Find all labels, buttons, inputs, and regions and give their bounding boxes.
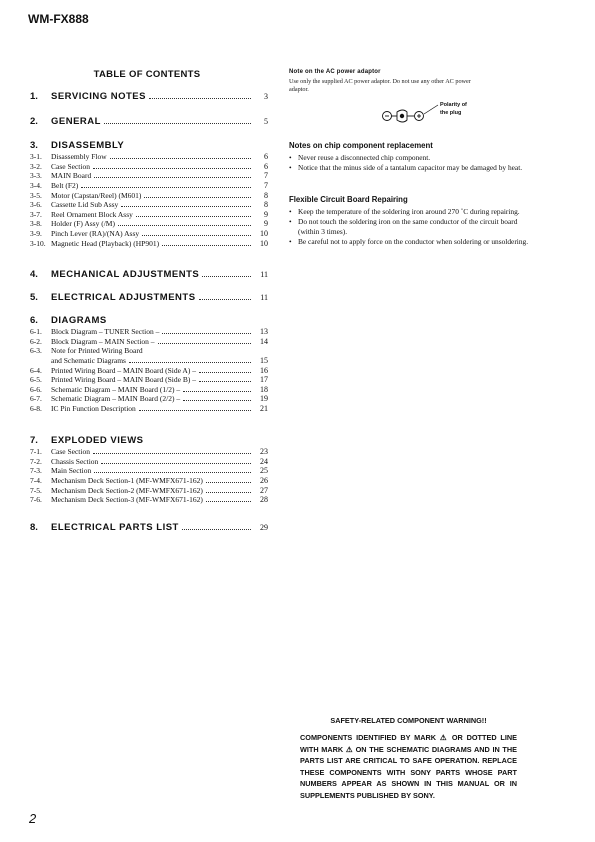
toc-item-number: 7-6. xyxy=(30,495,42,505)
toc-item[interactable] xyxy=(30,229,268,239)
toc-item-title: Pinch Lever (RA)/(NA) Assy xyxy=(51,229,140,239)
flex-notes xyxy=(289,195,529,247)
toc-section-title: ELECTRICAL PARTS LIST xyxy=(51,522,179,533)
dot-leader xyxy=(144,196,251,198)
toc-item-number: 7-2. xyxy=(30,456,42,466)
chip-note-item: • Notice that the minus side of a tantalum capacitor may be damaged by heat. xyxy=(289,163,523,172)
toc-section xyxy=(30,269,268,281)
toc-item-title: Printed Wiring Board – MAIN Board (Side B) – xyxy=(51,375,196,385)
toc-page-number: 11 xyxy=(260,293,268,302)
toc-item-title: Block Diagram – TUNER Section – xyxy=(51,327,160,336)
toc-section-title: GENERAL xyxy=(51,116,101,127)
toc-item[interactable] xyxy=(30,457,268,467)
toc-item-title: IC Pin Function Description xyxy=(51,404,136,414)
toc-page-number: 8 xyxy=(264,190,268,200)
toc-section-title: DIAGRAMS xyxy=(51,315,107,326)
toc-item-title: Mechanism Deck Section-1 (MF-WMFX671-162) xyxy=(51,475,203,485)
toc-item-title: Case Section xyxy=(51,447,90,456)
dot-leader xyxy=(206,491,251,493)
dot-leader xyxy=(121,205,251,207)
polarity-label: Polarity of the plug xyxy=(440,102,467,116)
toc-item-number: 7-1. xyxy=(30,447,42,456)
toc-item-number: 3-10. xyxy=(30,238,46,248)
toc-item-title: Magnetic Head (Playback) (HP901) xyxy=(51,238,160,248)
toc-page-number: 14 xyxy=(260,336,268,346)
toc-item[interactable] xyxy=(30,162,268,172)
toc-item-title: Main Section xyxy=(51,466,92,476)
toc-item-number: 6-3. xyxy=(30,346,42,356)
dot-leader xyxy=(110,157,251,159)
toc-item-number: 3-3. xyxy=(30,171,42,181)
toc-section-number: 3. xyxy=(30,140,38,151)
toc-section-title: SERVICING NOTES xyxy=(51,91,146,102)
toc-page-number: 9 xyxy=(264,209,268,219)
toc-page-number: 21 xyxy=(260,404,268,414)
toc-item[interactable] xyxy=(30,366,268,376)
toc-page-number: 10 xyxy=(260,229,268,239)
toc-page-number: 7 xyxy=(264,171,268,181)
toc-section-number: 2. xyxy=(30,116,38,127)
toc-item[interactable] xyxy=(30,210,268,220)
toc-item-title: Printed Wiring Board – MAIN Board (Side A) – xyxy=(51,365,196,375)
toc-page-number: 10 xyxy=(260,238,268,248)
toc-section-number: 4. xyxy=(30,269,38,280)
dot-leader xyxy=(206,500,251,502)
toc-page-number: 27 xyxy=(260,485,268,495)
toc-item-number: 3-8. xyxy=(30,219,42,229)
toc-section-number: 7. xyxy=(30,435,38,446)
toc-page-number: 26 xyxy=(260,475,268,485)
toc-section-number: 6. xyxy=(30,315,38,326)
toc-item-number: 6-1. xyxy=(30,327,42,336)
dot-leader xyxy=(129,361,251,363)
toc-section xyxy=(30,435,268,505)
toc-item-number: 6-7. xyxy=(30,394,42,404)
toc-page-number: 23 xyxy=(260,447,268,456)
dot-leader xyxy=(94,471,251,473)
toc-item-number: 3-1. xyxy=(30,152,42,161)
toc-item[interactable] xyxy=(30,375,268,385)
dot-leader xyxy=(202,275,251,277)
dot-leader xyxy=(158,342,251,344)
dot-leader xyxy=(162,332,251,334)
dot-leader xyxy=(93,167,251,169)
toc-item-number: 6-5. xyxy=(30,375,42,385)
flex-note-item: • Do not touch the soldering iron on the same conductor of the circuit board (within 3 times). xyxy=(289,217,518,236)
dot-leader xyxy=(199,380,251,382)
dot-leader xyxy=(139,409,251,411)
toc-page-number: 11 xyxy=(260,270,268,279)
toc-item-number: 6-6. xyxy=(30,384,42,394)
toc-item[interactable] xyxy=(30,356,268,366)
toc-item-title: Belt (F2) xyxy=(51,180,79,190)
toc-item-number: 3-9. xyxy=(30,229,42,239)
dot-leader xyxy=(149,97,251,99)
toc-item[interactable] xyxy=(30,327,268,337)
dot-leader xyxy=(104,122,251,124)
toc-item[interactable] xyxy=(30,219,268,229)
toc-item[interactable] xyxy=(30,239,268,249)
toc-item[interactable] xyxy=(30,181,268,191)
dot-leader xyxy=(199,371,251,373)
adaptor-note-text: Use only the supplied AC power adaptor. Do not use any other AC power adaptor. xyxy=(289,78,471,93)
chip-notes xyxy=(289,141,529,173)
toc-section-heading[interactable] xyxy=(30,91,268,103)
toc-section-number: 8. xyxy=(30,522,38,533)
dot-leader xyxy=(93,452,251,454)
toc-section xyxy=(30,292,268,304)
toc-item[interactable] xyxy=(30,466,268,476)
toc-item[interactable] xyxy=(30,346,268,356)
chip-note-item: • Never reuse a disconnected chip component. xyxy=(289,153,431,162)
safety-warning-title: SAFETY-RELATED COMPONENT WARNING!! xyxy=(330,716,487,725)
toc-item[interactable] xyxy=(30,476,268,486)
toc-item[interactable] xyxy=(30,394,268,404)
toc-page-number: 25 xyxy=(260,466,268,476)
toc-section-heading[interactable] xyxy=(30,292,268,304)
dot-leader xyxy=(199,298,251,300)
model-name: WM-FX888 xyxy=(28,12,89,26)
toc-item-title: Reel Ornament Block Assy xyxy=(51,209,133,219)
toc-item-title: Motor (Capstan/Reel) (M601) xyxy=(51,190,142,200)
flex-note-item: • Be careful not to apply force on the conductor when soldering or unsoldering. xyxy=(289,237,529,246)
toc-section-heading[interactable] xyxy=(30,435,268,447)
toc-item-title: Schematic Diagram – MAIN Board (1/2) – xyxy=(51,384,181,394)
safety-warning-text: COMPONENTS IDENTIFIED BY MARK ⚠ OR DOTTED LINE WITH MARK ⚠ ON THE SCHEMATIC DIAGRAMS AND IN THE PARTS LIST ARE CRITICAL TO SAFE OPERATION. REPLACE THESE COMPONENTS WITH SONY PARTS WHOSE PART NUMBERS APPEAR AS SHOWN IN THIS MANUAL OR IN SUPPLEMENTS PUBLISHED BY SONY. xyxy=(300,733,517,800)
dot-leader xyxy=(183,390,251,392)
toc-item-title: Mechanism Deck Section-3 (MF-WMFX671-162) xyxy=(51,495,203,505)
dot-leader xyxy=(162,244,251,246)
toc-item-number: 7-4. xyxy=(30,475,42,485)
toc-item[interactable] xyxy=(30,191,268,201)
toc-title: TABLE OF CONTENTS xyxy=(93,69,201,80)
adaptor-note-title: Note on the AC power adaptor xyxy=(289,69,381,75)
toc-section-heading[interactable] xyxy=(30,269,268,281)
dot-leader xyxy=(118,224,251,226)
toc-item[interactable] xyxy=(30,200,268,210)
toc-section xyxy=(30,522,268,534)
toc-item-number: 3-5. xyxy=(30,190,42,200)
toc-page-number: 6 xyxy=(264,152,268,161)
toc-page-number: 7 xyxy=(264,180,268,190)
dot-leader xyxy=(101,462,251,464)
dot-leader xyxy=(206,481,251,483)
toc-page-number: 5 xyxy=(264,117,268,126)
toc-item-number: 3-6. xyxy=(30,200,42,210)
toc-section xyxy=(30,116,268,128)
toc-item[interactable] xyxy=(30,486,268,496)
toc-item-number: 6-4. xyxy=(30,365,42,375)
flex-note-item: • Keep the temperature of the soldering iron around 270 ˚C during repairing. xyxy=(289,207,520,216)
toc-page-number: 3 xyxy=(264,92,268,101)
safety-warning xyxy=(300,716,517,801)
flex-notes-title: Flexible Circuit Board Repairing xyxy=(289,195,408,204)
toc-item-title: Case Section xyxy=(51,161,90,171)
plug-polarity-icon xyxy=(380,99,442,132)
toc-section-heading[interactable] xyxy=(30,116,268,128)
toc-section-number: 1. xyxy=(30,91,38,102)
toc-section-title: MECHANICAL ADJUSTMENTS xyxy=(51,269,200,280)
toc-item-title: Schematic Diagram – MAIN Board (2/2) – xyxy=(51,394,181,404)
toc-section-heading[interactable] xyxy=(30,140,268,152)
toc-section-heading[interactable] xyxy=(30,522,268,534)
toc-item-number: 3-7. xyxy=(30,209,42,219)
toc-item-number: 6-2. xyxy=(30,336,42,346)
toc-item-title: Note for Printed Wiring Board xyxy=(51,346,143,356)
chip-notes-title: Notes on chip component replacement xyxy=(289,141,433,150)
toc-section-title: EXPLODED VIEWS xyxy=(51,435,144,446)
toc-page-number: 24 xyxy=(260,456,268,466)
toc-page-number: 8 xyxy=(264,200,268,210)
dot-leader xyxy=(182,528,251,530)
toc-page-number: 15 xyxy=(260,355,268,365)
toc-section xyxy=(30,140,268,248)
page-number: 2 xyxy=(29,811,37,826)
toc-page-number: 28 xyxy=(260,495,268,505)
toc-section-number: 5. xyxy=(30,292,38,303)
toc-item-number: 6-8. xyxy=(30,404,42,414)
toc-page-number: 9 xyxy=(264,219,268,229)
toc-page-number: 17 xyxy=(260,375,268,385)
toc-item-number: 3-4. xyxy=(30,180,42,190)
toc-section-title: ELECTRICAL ADJUSTMENTS xyxy=(51,292,196,303)
toc-item-title: Block Diagram – MAIN Section – xyxy=(51,336,155,346)
toc-item-title: MAIN Board xyxy=(51,171,92,181)
toc-section xyxy=(30,315,268,414)
toc-item-title: Holder (F) Assy (/M) xyxy=(51,219,115,229)
toc-item-number: 7-5. xyxy=(30,485,42,495)
toc-page-number: 6 xyxy=(264,161,268,171)
dot-leader xyxy=(142,234,251,236)
dot-leader xyxy=(183,399,251,401)
toc-section xyxy=(30,91,268,103)
toc-item-number: 7-3. xyxy=(30,466,42,476)
toc-section-title: DISASSEMBLY xyxy=(51,140,125,151)
toc-item[interactable] xyxy=(30,337,268,347)
toc-page-number: 18 xyxy=(260,384,268,394)
toc-item[interactable] xyxy=(30,404,268,414)
dot-leader xyxy=(94,176,251,178)
toc-item-title: Cassette Lid Sub Assy xyxy=(51,200,119,210)
toc-item-title: and Schematic Diagrams xyxy=(51,355,126,365)
toc-item[interactable] xyxy=(30,152,268,162)
toc-item[interactable] xyxy=(30,447,268,457)
toc-item-title: Disassembly Flow xyxy=(51,152,107,161)
toc-item-number: 3-2. xyxy=(30,161,42,171)
toc-page-number: 29 xyxy=(260,523,268,532)
toc-item[interactable] xyxy=(30,171,268,181)
toc-item[interactable] xyxy=(30,495,268,505)
toc-page-number: 16 xyxy=(260,365,268,375)
toc-item-title: Chassis Section xyxy=(51,456,99,466)
dot-leader xyxy=(81,186,251,188)
dot-leader xyxy=(136,215,251,217)
toc-section-heading[interactable] xyxy=(30,315,268,327)
toc-item[interactable] xyxy=(30,385,268,395)
toc-page-number: 13 xyxy=(260,327,268,336)
toc-item-title: Mechanism Deck Section-2 (MF-WMFX671-162) xyxy=(51,485,203,495)
toc-page-number: 19 xyxy=(260,394,268,404)
